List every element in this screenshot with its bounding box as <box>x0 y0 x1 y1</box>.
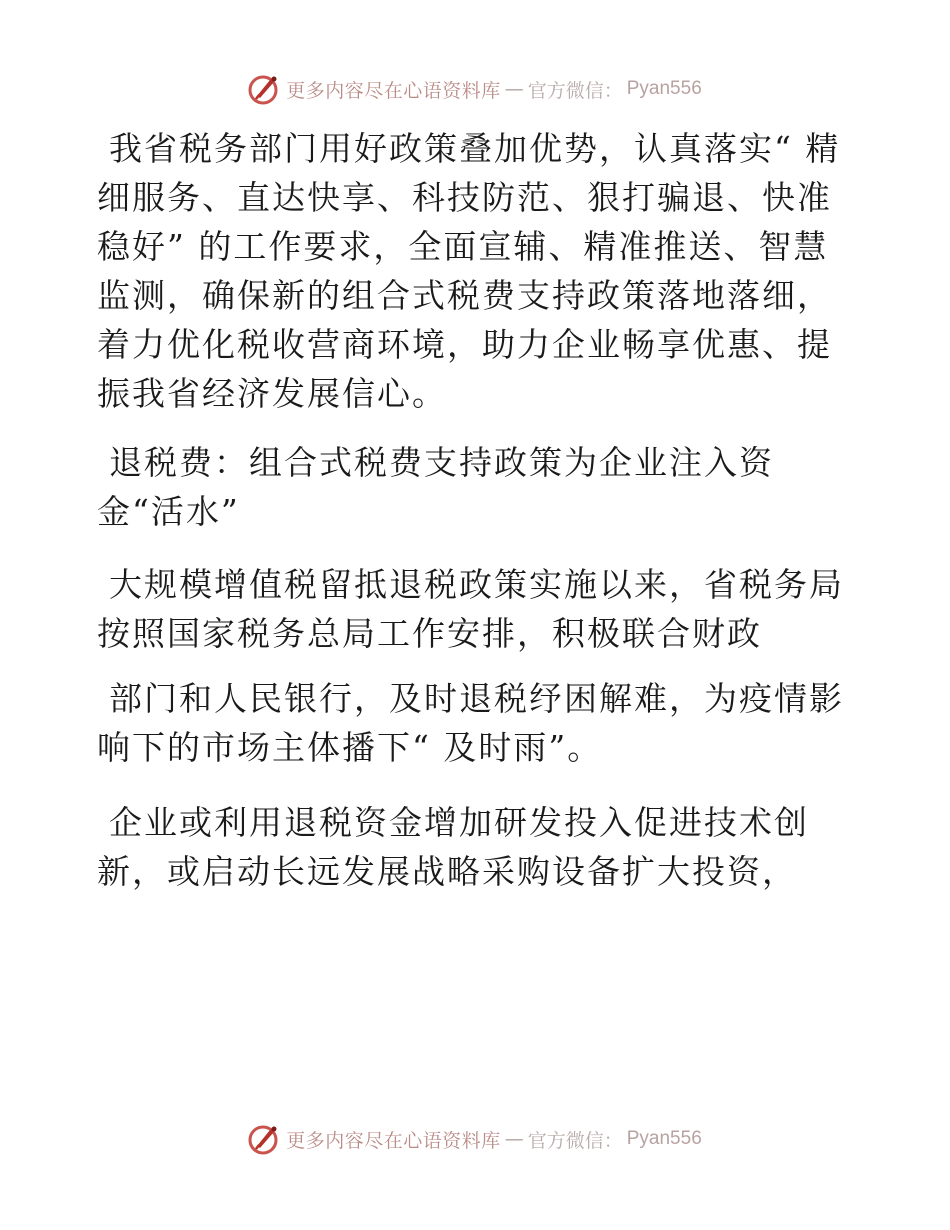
header-watermark <box>0 72 950 106</box>
watermark-brand: 更多内容尽在心语资料库 <box>286 79 501 102</box>
watermark-brand: 更多内容尽在心语资料库 <box>286 1129 501 1152</box>
document-body <box>97 124 857 896</box>
watermark-wechat-label: 官方微信： <box>527 1129 623 1152</box>
paragraph-policy-implementation: 我省税务部门用好政策叠加优势，认真落实“ 精细服务、直达快享、科技防范、狠打骗退、快准稳好” 的工作要求，全面宣辅、精准推送、智慧监测，确保新的组合式税费支持政策落地落细，着力优化税收营商环境，助力企业畅享优惠、提振我省经济发展信心。 <box>97 129 841 413</box>
section-heading-tax-refund: 退税费：组合式税费支持政策为企业注入资金“活水” <box>97 443 774 531</box>
watermark-wechat-label: 官方微信： <box>527 79 623 102</box>
watermark-wechat-id: Pyan556 <box>626 1128 702 1149</box>
footer-watermark <box>0 1122 950 1156</box>
quill-circle-logo-icon <box>248 72 282 106</box>
paragraph-timely-refund: 部门和人民银行，及时退税纾困解难，为疫情影响下的市场主体播下“ 及时雨”。 <box>97 679 844 767</box>
paragraph-vat-refund: 大规模增值税留抵退税政策实施以来，省税务局按照国家税务总局工作安排，积极联合财政 <box>97 565 844 653</box>
watermark-separator: — <box>504 1128 524 1150</box>
paragraph-enterprise-investment: 企业或利用退税资金增加研发投入促进技术创新，或启动长远发展战略采购设备扩大投资， <box>97 803 809 891</box>
quill-circle-logo-icon <box>248 1122 282 1156</box>
watermark-wechat-id: Pyan556 <box>626 78 702 99</box>
watermark-separator: — <box>504 78 524 100</box>
